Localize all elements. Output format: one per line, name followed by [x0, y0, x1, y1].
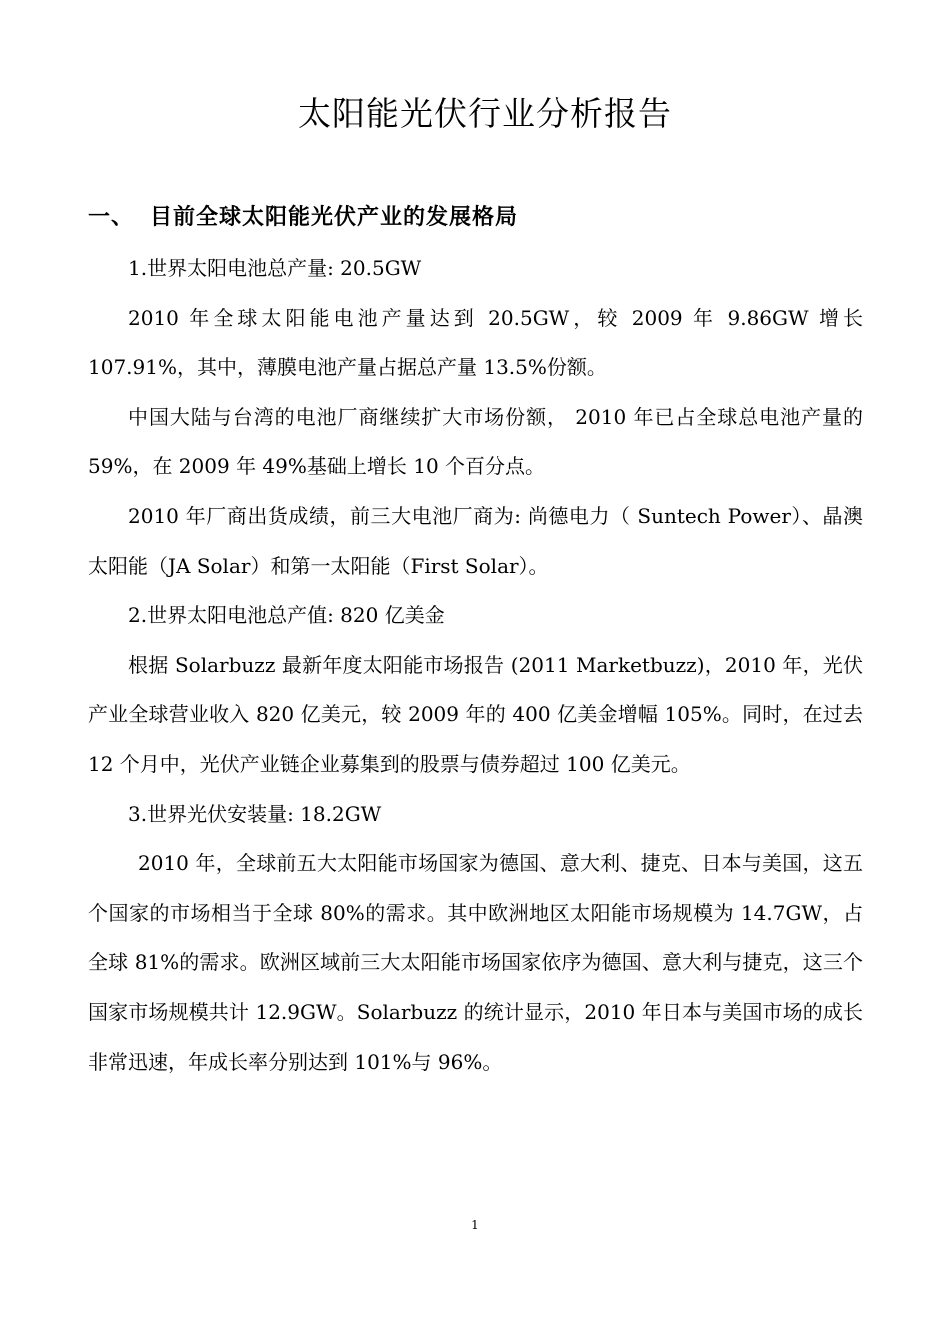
subheading-production: 1.世界太阳电池总产量: 20.5GW [128, 256, 422, 280]
section-title: 目前全球太阳能光伏产业的发展格局 [150, 205, 519, 230]
page-number: 1 [471, 1218, 479, 1232]
section-heading [88, 200, 518, 231]
document-body [88, 244, 863, 1087]
paragraph: 中国大陆与台湾的电池厂商继续扩大市场份额， 2010 年已占全球总电池产量的 59%，在 2009 年 49%基础上增长 10 个百分点。 [88, 404, 863, 479]
paragraph: 2010 年全球太阳能电池产量达到 20.5GW，较 2009 年 9.86GW 增长 107.91%，其中，薄膜电池产量占据总产量 13.5%份额。 [88, 305, 863, 380]
subheading-output-value: 2.世界太阳电池总产值: 820 亿美金 [128, 603, 445, 628]
section-number: 一、 [88, 205, 135, 230]
paragraph: 根据 Solarbuzz 最新年度太阳能市场报告 (2011 Marketbuzz)，2010 年，光伏产业全球营业收入 820 亿美元，较 2009 年的 400 亿美金增幅 105%。同时，在过去 12 个月中，光伏产业链企业募集到的股票与债券超过 100 亿美元。 [88, 652, 863, 776]
subheading-installations: 3.世界光伏安装量: 18.2GW [128, 801, 382, 826]
paragraph: 2010 年，全球前五大太阳能市场国家为德国、意大利、捷克、日本与美国，这五个国家的市场相当于全球 80%的需求。其中欧洲地区太阳能市场规模为 14.7GW，占全球 81%的需求。欧洲区域前三大太阳能市场国家依序为德国、意大利与捷克，这三个国家市场规模共计 12.9GW。Solarbuzz 的统计显示，2010 年日本与美国市场的成长非常迅速，年成长率分别达到 101%与 96%。 [88, 851, 863, 1074]
document-title: 太阳能光伏行业分析报告 [298, 94, 672, 133]
paragraph: 2010 年厂商出货成绩，前三大电池厂商为: 尚德电力（ Suntech Power）、晶澳太阳能（JA Solar）和第一太阳能（First Solar）。 [88, 503, 863, 578]
